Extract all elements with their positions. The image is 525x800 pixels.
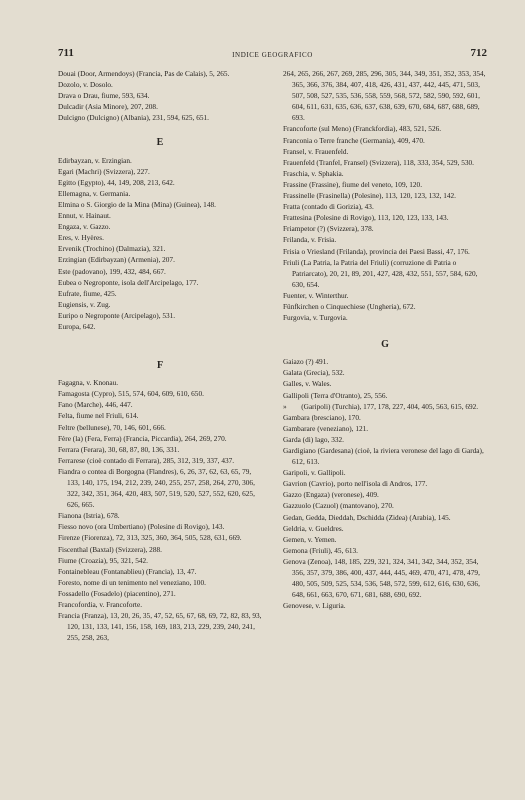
index-entry: Galles, v. Wales. [283,379,332,389]
index-entry: Frassinelle (Frasinella) (Polesine), 113, 120, 123, 132, 142. [283,191,457,201]
index-entry: Feltre (bellunese), 70, 146, 601, 666. [58,422,166,432]
index-entry: Franconia o Terre franche (Germania), 409, 470. [283,135,425,145]
index-entry: Eufrate, fiume, 425. [58,288,117,298]
index-entry: Gavrion (Cavrio), porto nell'isola di Andros, 177. [283,479,428,489]
index-entry: Gedan, Gedda, Dieddah, Dschidda (Zidea) (Arabia), 145. [283,512,451,522]
right-column [283,68,487,643]
index-entry: Fontainebleau (Fontanablieu) (Francia), 13, 47. [58,566,197,576]
index-entry: Francofordia, v. Francoforte. [58,600,143,610]
index-entry: Fiandra o contea di Borgogna (Flandres), 6, 26, 37, 62, 63, 65, 79, 133, 140, 175, 194, 212, 239, 240, 255, 257, 258, 264, 270, 306, 322, 342, 351, 364, 420, 483, 507, 519, 520, 527, 552, 620, 625, 626, 665. [58,466,257,510]
index-entry: » (Garipoli) (Turchia), 177, 178, 227, 404, 405, 563, 615, 692. [283,401,479,411]
index-entry: Fransel, v. Frauenfeld. [283,146,349,156]
index-entry: Ervenik (Trochino) (Dalmazia), 321. [58,244,166,254]
index-entry: Firenze (Fiorenza), 72, 313, 325, 360, 364, 505, 528, 631, 669. [58,533,242,543]
index-entry: Fossadello (Fosadelo) (piacentino), 271. [58,588,176,598]
index-entry: Galata (Grecia), 532. [283,368,345,378]
index-entry: Genova (Zenoa), 148, 185, 229, 321, 324, 341, 342, 344, 352, 354, 356, 357, 379, 386, 400, 437, 444, 445, 469, 470, 471, 478, 479, 480, 505, 509, 525, 534, 536, 548, 572, 599, 612, 616, 630, 636, 648, 661, 663, 670, 671, 681, 688, 690, 692. [283,556,482,600]
page-number-right: 712 [470,47,487,59]
index-entry: Erzingian (Edirbayzan) (Armenia), 207. [58,255,175,265]
index-entry: Fünfkirchen o Cinquechiese (Ungheria), 672. [283,301,416,311]
index-entry: Dozolo, v. Dosolo. [58,80,113,90]
index-entry: Friuli (La Patria, la Patria del Friuli) (corruzione di Patria o Patriarcato), 20, 21, 89, 201, 427, 428, 432, 551, 557, 584, 620, 630, 654. [283,257,480,289]
index-entry: Fiesso novo (ora Umbertiano) (Polesine di Rovigo), 143. [58,522,225,532]
left-column [58,68,262,643]
index-entry: Fano (Marche), 446, 447. [58,400,133,410]
index-entry: Fratta (contado di Gorizia), 43. [283,202,374,212]
index-entry: Gemen, v. Yemen. [283,534,337,544]
index-entry: Fiume (Croazia), 95, 321, 542. [58,555,148,565]
index-entry: Dulcigno (Dulcigno) (Albania), 231, 594, 625, 651. [58,113,209,123]
index-entry: Douai (Door, Armendoys) (Francia, Pas de Calais), 5, 265. [58,69,230,78]
index-entry: Frilanda, v. Frisia. [283,235,337,245]
index-entry: Fuenter, v. Winterthur. [283,290,349,300]
index-entry: Dulcadir (Asia Minore), 207, 208. [58,102,158,112]
index-entry: Eubea o Negroponte, isola dell'Arcipelago, 177. [58,277,199,287]
index-entry: Drava o Drau, fiume, 593, 634. [58,91,150,101]
index-entry: Ennut, v. Hainaut. [58,211,111,221]
index-entry: Frauenfeld (Tranfel, Fransel) (Svizzera), 118, 333, 354, 529, 530. [283,157,474,167]
index-entry: Genovese, v. Liguria. [283,601,346,611]
index-entry: Fiscenthal (Baxtal) (Svizzera), 288. [58,544,162,554]
running-title: INDICE GEOGRAFICO [232,51,313,59]
index-entry: Frassine (Frassine), fiume del veneto, 109, 120. [283,179,423,189]
index-entry: Gemona (Friuli), 45, 613. [283,545,358,555]
index-entry: Fagagna, v. Knonau. [58,378,119,388]
index-entry: Euripo o Negroponte (Arcipelago), 531. [58,310,176,320]
index-entry: Fère (la) (Fera, Ferra) (Francia, Piccardia), 264, 269, 270. [58,433,227,443]
index-entry: Furgovia, v. Turgovia. [283,313,348,323]
index-entry: Gazzo (Engaza) (veronese), 409. [283,490,379,500]
index-entry: Egari (Machri) (Svizzera), 227. [58,166,150,176]
index-entry: Gallipoli (Terra d'Otranto), 25, 556. [283,390,388,400]
index-entry: Eugiensis, v. Zug. [58,299,111,309]
index-entry: Friampetor (?) (Svizzera), 378. [283,224,374,234]
section-letter-f: F [156,360,164,372]
page-header [58,48,487,62]
index-entry: Engaza, v. Gazzo. [58,222,111,232]
index-entry: Este (padovano), 199, 432, 484, 667. [58,266,166,276]
index-entry: Frattesina (Polesine di Rovigo), 113, 120, 123, 133, 143. [283,213,449,223]
index-entry: Garda (di) lago, 332. [283,434,344,444]
index-entry: Edirbayzan, v. Erzingian. [58,155,132,165]
index-entry: Gardigiano (Gardesana) (cioè, la riviera veronese del lago di Garda), 612, 613. [283,446,486,467]
page-number-left: 711 [58,47,74,59]
index-entry: Ferrarese (cioè contado di Ferrara), 285, 312, 319, 337, 437. [58,455,235,465]
index-entry: Geldria, v. Gueldres. [283,523,344,533]
index-entry: Eres, v. Hyères. [58,233,104,243]
index-columns [58,68,487,643]
index-entry: Ferrara (Ferara), 30, 68, 87, 80, 136, 331. [58,444,180,454]
index-entry: Elmina o S. Giorgio de la Mina (Mina) (Guinea), 148. [58,199,216,209]
index-entry: Fianona (Istria), 678. [58,511,120,521]
section-letter-g: G [381,339,389,351]
index-entry-continuation: 264, 265, 266, 267, 269, 285, 296, 305, 344, 349, 351, 352, 353, 354, 365, 366, 376, 384, 407, 418, 426, 431, 437, 442, 445, 471, 503, 507, 508, 527, 535, 536, 558, 559, 568, 572, 582, 590, 592, 601, 604, 611, 631, 635, 636, 637, 638, 639, 670, 684, 687, 688, 689, 693. [283,69,488,123]
index-entry: Egitto (Egypto), 44, 149, 208, 213, 642. [58,177,175,187]
index-entry: Felta, fiume nel Friuli, 614. [58,411,139,421]
section-letter-e: E [156,137,164,149]
index-entry: Francoforte (sul Meno) (Franckfordia), 483, 521, 526. [283,124,442,134]
index-entry: Fraschia, v. Sphakia. [283,168,344,178]
index-entry: Gambarare (veneziano), 121. [283,423,369,433]
index-entry: Francia (Franza), 13, 20, 26, 35, 47, 52, 65, 67, 68, 69, 72, 82, 83, 93, 120, 131, 133, 141, 156, 158, 169, 183, 213, 229, 239, 240, 241, 255, 258, 263, [58,611,264,643]
index-entry: Famagosta (Cypro), 515, 574, 604, 609, 610, 650. [58,389,204,399]
index-entry: Gambara (bresciano), 170. [283,412,361,422]
index-entry: Frisia o Vriesland (Frilanda), provincia dei Paesi Bassi, 47, 176. [283,246,470,256]
index-entry: Garipoli, v. Gallipoli. [283,468,346,478]
index-entry: Foresto, nome di un tenimento nel veneziano, 100. [58,577,206,587]
index-entry: Ellemagna, v. Germania. [58,188,131,198]
index-entry: Gazzuolo (Cazuol) (mantovano), 270. [283,501,394,511]
index-entry: Gaiazo (?) 491. [283,357,329,367]
index-entry: Europa, 642. [58,321,96,331]
